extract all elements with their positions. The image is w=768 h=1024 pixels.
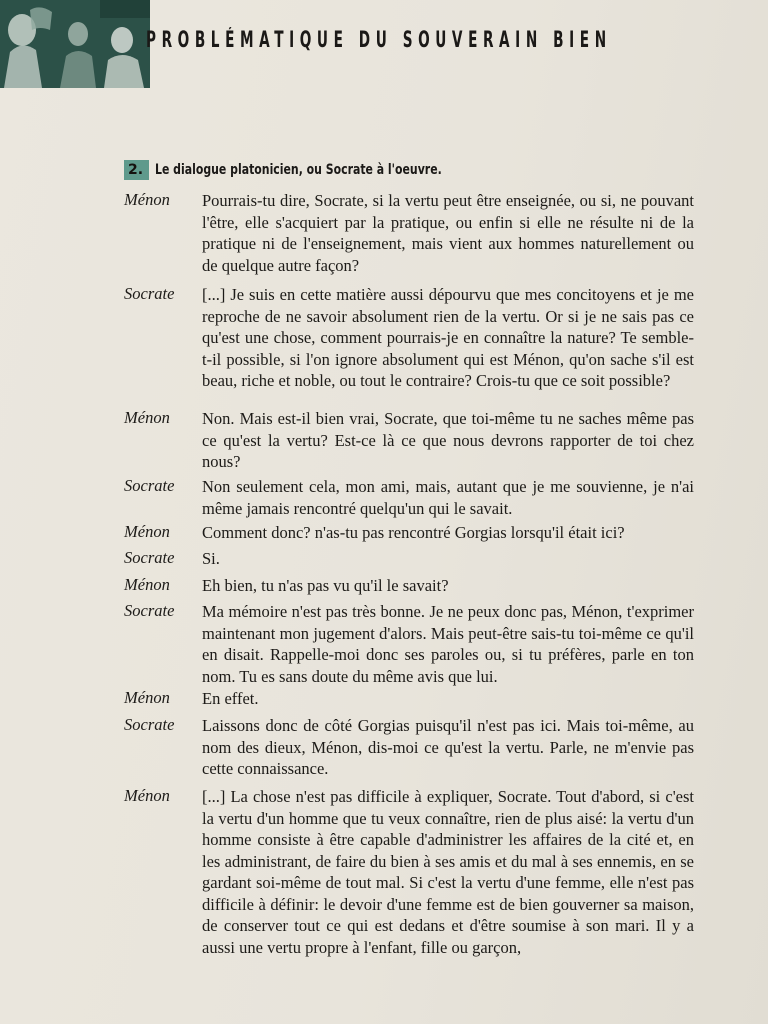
speech-text: [...] La chose n'est pas difficile à expliquer, Socrate. Tout d'abord, si c'est la vertu d'un homme que tu veux connaître, rien de plus aisé: la vertu d'un homme consiste à être capable d'administrer les affaires de la cité et, en les administrant, de faire du bien à ses amis et du mal à ses ennemis, en se gardant soi-même de tout mal. Si c'est la vertu d'une femme, elle n'est pas difficile à définir: le devoir d'une femme est de bien gouverner sa maison, de conserver tout ce qui est dedans et d'être soumise à son mari. Il y a aussi une vertu propre à l'enfant, fille ou garçon,: [202, 787, 694, 957]
speaker-name: Socrate: [124, 476, 175, 495]
speech-text: Non. Mais est-il bien vrai, Socrate, que toi-même tu ne saches même pas ce qu'est la vertu? Est-ce là ce que nous devrons rapporter de toi chez nous?: [202, 409, 694, 471]
speech-text: Non seulement cela, mon ami, mais, autant que je me souvienne, je n'ai même jamais rencontré quelqu'un qui le savait.: [202, 477, 694, 518]
speech-text: [...] Je suis en cette matière aussi dépourvu que mes concitoyens et je me reproche de ne savoir absolument rien de la vertu. Or si je ne sais pas ce qu'est une chose, comment pourrais-je en connaître la nature? Te semble-t-il possible, si l'on ignore absolument qui est Ménon, qu'on sache s'il est beau, riche et noble, ou tout le contraire? Crois-tu que ce soit possible?: [202, 285, 694, 390]
speaker-name: Socrate: [124, 548, 175, 567]
speaker-name: Ménon: [124, 190, 170, 209]
section-number: 2.: [124, 160, 149, 180]
speech-text: Comment donc? n'as-tu pas rencontré Gorgias lorsqu'il était ici?: [202, 523, 625, 542]
section-heading: [124, 160, 523, 180]
section-title: Le dialogue platonicien, ou Socrate à l'oeuvre.: [155, 162, 442, 178]
speaker-name: Ménon: [124, 522, 170, 541]
speaker-name: Ménon: [124, 688, 170, 707]
speaker-name: Socrate: [124, 284, 175, 303]
speaker-name: Ménon: [124, 575, 170, 594]
speech-text: Si.: [202, 549, 220, 568]
speech-text: Pourrais-tu dire, Socrate, si la vertu peut être enseignée, ou si, ne pouvant l'être, elle s'acquiert par la pratique, ou enfin si elle ne résulte ni de la pratique ni de l'enseignement, mais vient aux hommes naturellement ou de quelque autre façon?: [202, 191, 694, 275]
running-title: PROBLÉMATIQUE DU SOUVERAIN BIEN: [146, 28, 612, 53]
speaker-name: Socrate: [124, 715, 175, 734]
speech-text: Eh bien, tu n'as pas vu qu'il le savait?: [202, 576, 449, 595]
speaker-name: Socrate: [124, 601, 175, 620]
header-photo: [0, 0, 150, 88]
speaker-name: Ménon: [124, 786, 170, 805]
speech-text: Ma mémoire n'est pas très bonne. Je ne peux donc pas, Ménon, t'exprimer maintenant mon jugement d'alors. Mais peut-être sais-tu toi-même ce qu'il en disait. Rappelle-moi donc ses paroles ou, si tu préfères, parle en ton nom. Tu es sans doute du même avis que lui.: [202, 602, 694, 686]
speaker-name: Ménon: [124, 408, 170, 427]
header-photo-figures: [0, 0, 150, 88]
speech-text: En effet.: [202, 689, 259, 708]
speech-text: Laissons donc de côté Gorgias puisqu'il n'est pas ici. Mais toi-même, au nom des dieux, Ménon, dis-moi ce qu'est la vertu. Parle, ne m'envie pas cette connaissance.: [202, 716, 694, 778]
